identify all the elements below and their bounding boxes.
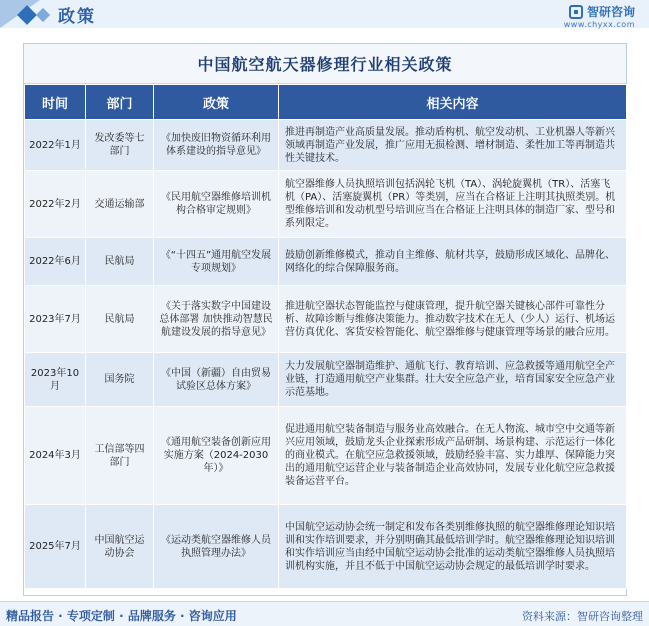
section-title: [20, 2, 96, 27]
cell-dept: 国务院: [86, 353, 154, 407]
cell-content: 鼓励创新维修模式，推动自主维修、航材共享，鼓励形成区域化、品牌化、网络化的综合保障服务商。: [279, 238, 627, 286]
cell-dept: 工信部等四部门: [86, 407, 154, 505]
cell-dept: 中国航空运动协会: [86, 505, 154, 589]
cell-dept: 民航局: [86, 286, 154, 353]
cell-content: 促进通用航空装备制造与服务业高效融合。在无人物流、城市空中交通等新兴应用领域，鼓励龙头企业探索形成产品研制、场景构建、示范运行一体化的商业模式。在航空应急救援领域，鼓励经验丰富、实力雄厚、保障能力突出的通用航空运营企业与装备制造企业高效协同，发展专业化航空应急救援装备运营平台。: [279, 407, 627, 505]
cell-policy: 《“十四五”通用航空发展专项规划》: [154, 238, 279, 286]
section-title-label: 政策: [58, 7, 96, 27]
column-header: 政策: [154, 85, 279, 120]
cell-policy: 《运动类航空器维修人员执照管理办法》: [154, 505, 279, 589]
table-row: [25, 407, 627, 505]
policy-table: [24, 84, 627, 589]
policy-card: [23, 43, 627, 596]
brand-url: www.chyxx.com: [563, 20, 635, 29]
cell-dept: 民航局: [86, 238, 154, 286]
table-row: [25, 120, 627, 171]
cell-dept: 交通运输部: [86, 171, 154, 238]
column-header: 相关内容: [279, 85, 627, 120]
table-row: [25, 171, 627, 238]
column-header: 时间: [25, 85, 86, 120]
cell-content: 推进航空器状态智能监控与健康管理，提升航空器关键核心部件可靠性分析、故障诊断与维修决策能力。推动数字技术在无人（少人）运行、机场运营仿真优化、客货安检智能化、航空器维修与健康管理等场景的融合应用。: [279, 286, 627, 353]
table-row: [25, 238, 627, 286]
table-row: [25, 353, 627, 407]
cell-time: 2025年7月: [25, 505, 86, 589]
table-title: 中国航空航天器修理行业相关政策: [24, 44, 626, 84]
cell-content: 推进再制造产业高质量发展。推动盾构机、航空发动机、工业机器人等新兴领域再制造产业发展，推广应用无损检测、增材制造、柔性加工等再制造共性关键技术。: [279, 120, 627, 171]
footer-services: 精品报告 · 专项定制 · 品牌服务 · 咨询应用: [6, 609, 237, 623]
brand-logo-icon: [569, 5, 583, 19]
brand: [564, 3, 635, 29]
cell-time: 2022年2月: [25, 171, 86, 238]
cell-content: 大力发展航空器制造维护、通航飞行、教育培训、应急救援等通用航空全产业链，打造通用航空产业集群。壮大安全应急产业，培育国家安全应急产业示范基地。: [279, 353, 627, 407]
cell-time: 2023年7月: [25, 286, 86, 353]
table-row: [25, 505, 627, 589]
brand-name: 智研咨询: [586, 5, 635, 19]
cell-time: 2024年3月: [25, 407, 86, 505]
cell-policy: 《中国（新疆）自由贸易试验区总体方案》: [154, 353, 279, 407]
table-header-row: [25, 85, 627, 120]
cell-policy: 《民用航空器维修培训机构合格审定规则》: [154, 171, 279, 238]
cell-time: 2023年10月: [25, 353, 86, 407]
diamond-icon: [17, 5, 37, 25]
diamond-small-icon: [36, 7, 50, 21]
cell-time: 2022年6月: [25, 238, 86, 286]
cell-content: 航空器维修人员执照培训包括涡轮飞机（TA）、涡轮旋翼机（TR）、活塞飞机（PA）、活塞旋翼机（PR）等类别，应当在合格证上注明其执照类别。机型维修培训和发动机型号培训应当在合格证上注明具体的制造厂家、型号和系列限定。: [279, 171, 627, 238]
cell-policy: 《通用航空装备创新应用实施方案（2024-2030年）》: [154, 407, 279, 505]
cell-dept: 发改委等七部门: [86, 120, 154, 171]
header-band: [0, 0, 649, 28]
cell-time: 2022年1月: [25, 120, 86, 171]
table-row: [25, 286, 627, 353]
column-header: 部门: [86, 85, 154, 120]
footer-source: 资料来源：智研咨询整理: [522, 610, 643, 623]
cell-policy: 《加快废旧物资循环利用体系建设的指导意见》: [154, 120, 279, 171]
footer-bar: [0, 601, 649, 626]
cell-policy: 《关于落实数字中国建设总体部署 加快推动智慧民航建设发展的指导意见》: [154, 286, 279, 353]
cell-content: 中国航空运动协会统一制定和发布各类别维修执照的航空器维修理论知识培训和实作培训要求，并分别明确其最低培训学时。航空器维修理论知识培训和实作培训应当由经中国航空运动协会批准的运动类航空器维修人员执照培训机构实施，并且不低于中国航空运动协会规定的最低培训学时要求。: [279, 505, 627, 589]
